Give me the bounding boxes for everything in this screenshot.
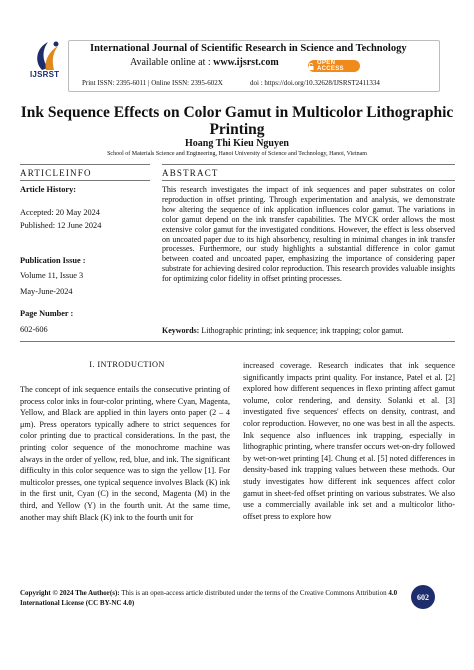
- license-name: 4.0 International License (CC BY-NC 4.0): [20, 589, 398, 607]
- volume-issue: Volume 11, Issue 3: [20, 271, 84, 280]
- abstract-label: ABSTRACT: [162, 168, 219, 178]
- author-name: Hoang Thi Kieu Nguyen: [184, 138, 289, 149]
- article-info-rule: [20, 180, 150, 181]
- journal-name: International Journal of Scientific Research in Science and Technology: [90, 43, 407, 54]
- introduction-left-column: The concept of ink sequence entails the consecutive printing of process color inks in four-color printing, where Cyan, Magenta, Yellow, and Black are applied in thin layers onto paper (2 – 4 μm). Press operators typically adhere to strict sequences for color printing due to practical considerations. In the past, the printing color sequence of the monochrome machine was always in the order of yellow, red, blue, and ink. The significant difficulty in this color sequence was to sign the yellow [1]. For multicolor presses, one typical sequence involves Black (K) ink in the first unit, Cyan (C) in the second, Magenta (M) in the third, and Yellow (Y) in the fourth unit. At the same time, another may shift Black (K) ink to the fourth unit for: [20, 385, 230, 522]
- article-info-label: ARTICLEINFO: [20, 168, 92, 178]
- copyright-footer: [20, 588, 406, 608]
- issn-line: Print ISSN: 2395-6011 | Online ISSN: 2395-602X: [82, 79, 223, 87]
- journal-logo-text: IJSRST: [30, 70, 60, 79]
- introduction-right-column: increased coverage. Research indicates that ink sequence significantly impacts print quality. For instance, Patel et al. [2] explored how different sequences in flexo printing affect gamut volume, color rendering, and density. Solanki et al. [3] investigated five sequences' effects on density, contrast, and color reproduction. However, no one was best in all the aspects. Ink sequence also influences ink trapping, especially in lithographic printing, where transfer occurs wet-on-dry followed by wet-on-wet printing [4]. Chung et al. [5] noted differences in density-based ink trapping values between these methods. Our study investigates how different ink sequences affect color gamut in sheet-fed offset printing on various substrates. We also use a commercially available ink set and a multicolor litho-offset press to explore how: [243, 361, 455, 521]
- keywords-line: [162, 326, 455, 335]
- copyright-label: Copyright © 2024 The Author(s):: [20, 589, 120, 597]
- author-affiliation: School of Materials Science and Engineering, Hanoi University of Science and Technology, Hanoi, Vietnam: [107, 151, 367, 157]
- open-access-badge: [308, 60, 360, 72]
- journal-logo-icon: [28, 40, 78, 86]
- page-number-badge: 602: [411, 585, 435, 609]
- open-lock-icon: [308, 63, 314, 70]
- abstract-rule: [162, 180, 455, 181]
- license-text: This is an open-access article distributed under the terms of the Creative Commons Attribution: [119, 589, 389, 597]
- available-prefix: Available online at :: [130, 57, 214, 68]
- paper-title: Ink Sequence Effects on Color Gamut in Multicolor Lithographic Printing: [20, 104, 454, 138]
- accepted-date: Accepted: 20 May 2024: [20, 208, 100, 217]
- doi-link[interactable]: doi : https://doi.org/10.32628/IJSRST2411334: [250, 79, 380, 87]
- article-history-label: Article History:: [20, 185, 76, 194]
- published-date: Published: 12 June 2024: [20, 221, 102, 230]
- journal-url-link[interactable]: www.ijsrst.com: [213, 57, 279, 68]
- keywords-text: Lithographic printing; ink sequence; ink trapping; color gamut.: [201, 326, 404, 335]
- open-access-label: OPEN ACCESS: [317, 60, 344, 72]
- article-info-top-rule: [20, 164, 150, 165]
- abstract-top-rule: [162, 164, 455, 165]
- publication-issue-label: Publication Issue :: [20, 256, 86, 265]
- section-divider-rule: [20, 341, 455, 342]
- issue-date: May-June-2024: [20, 287, 73, 296]
- abstract-text: This research investigates the impact of ink sequences and paper substrates on color reproduction in offset printing. Through experimentation and analysis, we demonstrate how altering the sequence of ink application influences color gamut. The variations in color gamut depend on the ink transfer capabilities. The MYCK order allows the most extensive color gamut for the investigated conditions. However, the effect is less observed on uncoated paper due to its high absorbency, resulting in minimal changes in ink transfer processes. Furthermore, our study highlights a substantial difference in color gamut between coated and uncoated paper, emphasizing the importance of considering paper substrate for achieving desired color reproduction. This research provides valuable insights for optimizing color fidelity in offset printing processes.: [162, 185, 455, 284]
- introduction-heading: I. INTRODUCTION: [89, 360, 165, 369]
- page-range: 602-606: [20, 325, 48, 334]
- page-number-label: Page Number :: [20, 309, 74, 318]
- keywords-label: Keywords:: [162, 326, 200, 335]
